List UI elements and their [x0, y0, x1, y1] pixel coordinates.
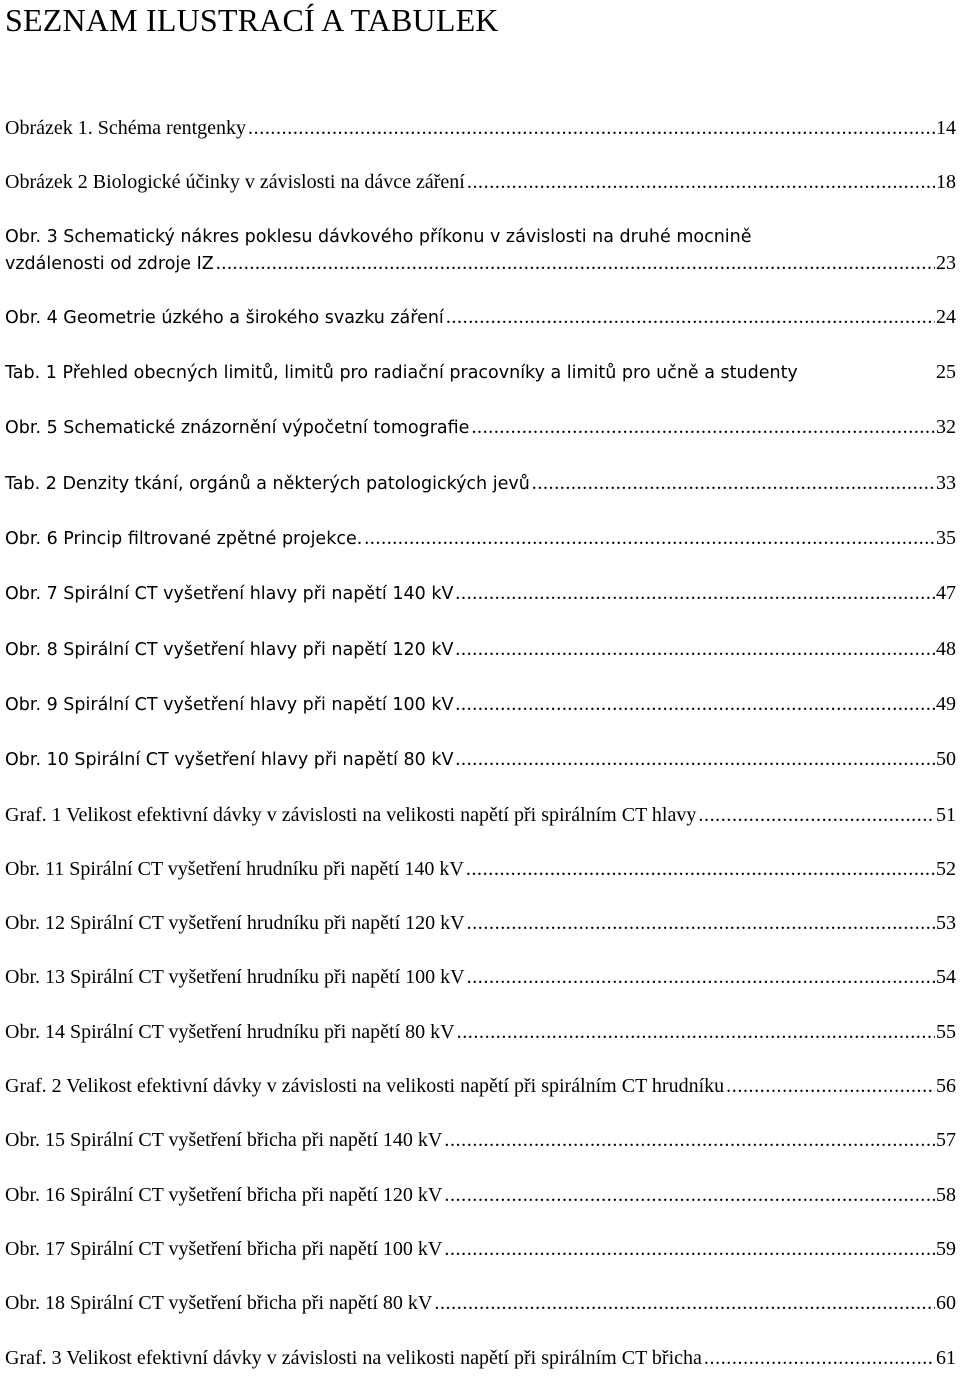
toc-dot-leader: [467, 964, 935, 990]
toc-entry-title: Obr. 15 Spirální CT vyšetření břicha při napětí 140 kV: [5, 1129, 443, 1152]
toc-entry[interactable]: [5, 910, 956, 936]
toc-entry-title: Graf. 2 Velikost efektivní dávky v závislosti na velikosti napětí při spirálním CT hrudníku: [5, 1075, 725, 1098]
toc-entry-title: Obr. 11 Spirální CT vyšetření hrudníku při napětí 140 kV: [5, 857, 464, 880]
toc-entry-title: Obrázek 1. Schéma rentgenky: [5, 117, 247, 139]
toc-dot-leader: [446, 304, 935, 330]
toc-page-number: 47: [936, 582, 956, 605]
toc-entry-title: Obr. 5 Schematické znázornění výpočetní tomografie: [5, 418, 470, 439]
toc-page-number: 35: [936, 527, 956, 550]
toc-dot-leader: [698, 802, 935, 828]
toc-entry-title: Obr. 13 Spirální CT vyšetření hrudníku při napětí 100 kV: [5, 966, 465, 989]
toc-dot-leader: [444, 1182, 935, 1208]
toc-entry-title-line1: Obr. 3 Schematický nákres poklesu dávkového příkonu v závislosti na druhé mocnině: [5, 226, 752, 247]
toc-entry[interactable]: [5, 802, 956, 828]
toc-dot-leader: [434, 1290, 935, 1316]
toc-entry[interactable]: [5, 224, 956, 277]
toc-entry-title: vzdálenosti od zdroje IZ: [5, 253, 214, 274]
toc-entry[interactable]: [5, 115, 956, 141]
toc-page-number: 53: [936, 912, 956, 935]
toc-entry[interactable]: [5, 1182, 956, 1208]
toc-entry[interactable]: [5, 1345, 956, 1371]
toc-dot-leader: [248, 115, 935, 141]
toc-dot-leader: [726, 1073, 935, 1099]
toc-dot-leader: [216, 250, 935, 276]
toc-entry-title: Obr. 10 Spirální CT vyšetření hlavy při napětí 80 kV: [5, 750, 454, 771]
toc-entry-title: Obr. 17 Spirální CT vyšetření břicha při napětí 100 kV: [5, 1237, 443, 1260]
toc-entry[interactable]: [5, 856, 956, 882]
toc-page-number: 51: [936, 803, 956, 826]
toc-dot-leader: [532, 470, 935, 496]
toc-entry-title: Obrázek 2 Biologické účinky v závislosti na dávce záření: [5, 171, 465, 194]
toc-page-number: 60: [936, 1292, 956, 1315]
toc-entry-title: Tab. 2 Denzity tkání, orgánů a některých patologických jevů: [5, 473, 530, 494]
toc-dot-leader: [444, 1127, 935, 1153]
toc-entry-title: Obr. 8 Spirální CT vyšetření hlavy při napětí 120 kV: [5, 639, 454, 660]
toc-entry-title: Tab. 1 Přehled obecných limitů, limitů pro radiační pracovníky a limitů pro učně a studenty: [5, 363, 798, 384]
toc-entry[interactable]: [5, 964, 956, 990]
toc-dot-leader: [455, 746, 935, 772]
toc-dot-leader: [455, 636, 935, 662]
toc-dot-leader: [455, 691, 935, 717]
toc-entry[interactable]: [5, 1073, 956, 1099]
toc-page-number: 18: [936, 171, 956, 194]
toc-dot-leader: [467, 910, 935, 936]
toc-page-number: 50: [936, 748, 956, 771]
toc-page-number: 25: [936, 361, 956, 384]
toc-entry-title: Obr. 16 Spirální CT vyšetření břicha při napětí 120 kV: [5, 1183, 443, 1206]
toc-list: [5, 115, 956, 1399]
toc-entry[interactable]: [5, 304, 956, 331]
toc-dot-leader: [471, 414, 935, 440]
toc-page-number: 23: [936, 251, 956, 274]
toc-page-number: 57: [936, 1129, 956, 1152]
toc-page-number: 24: [936, 305, 956, 328]
toc-entry[interactable]: [5, 525, 956, 552]
toc-entry[interactable]: [5, 746, 956, 773]
toc-entry-title: Obr. 18 Spirální CT vyšetření břicha při napětí 80 kV: [5, 1292, 433, 1315]
toc-entry[interactable]: [5, 1127, 956, 1153]
toc-page-number: 52: [936, 857, 956, 880]
toc-dot-leader: [467, 169, 935, 195]
toc-dot-leader: [457, 1019, 935, 1045]
toc-dot-leader: [455, 580, 935, 606]
toc-entry-title: Obr. 7 Spirální CT vyšetření hlavy při napětí 140 kV: [5, 584, 454, 605]
toc-entry[interactable]: [5, 359, 956, 386]
toc-dot-leader: [466, 856, 935, 882]
toc-entry[interactable]: [5, 169, 956, 195]
toc-dot-leader: [444, 1236, 935, 1262]
toc-entry[interactable]: [5, 691, 956, 718]
toc-page-number: 58: [936, 1183, 956, 1206]
toc-entry-title: Graf. 3 Velikost efektivní dávky v závislosti na velikosti napětí při spirálním CT břicha: [5, 1346, 702, 1369]
toc-entry[interactable]: [5, 1019, 956, 1045]
toc-page-number: 59: [936, 1237, 956, 1260]
toc-page-number: 32: [936, 416, 956, 439]
toc-page-number: 61: [936, 1346, 956, 1369]
toc-entry-title: Obr. 4 Geometrie úzkého a širokého svazku záření: [5, 307, 444, 328]
toc-entry[interactable]: [5, 1236, 956, 1262]
toc-dot-leader: [704, 1345, 935, 1371]
toc-entry[interactable]: [5, 1290, 956, 1316]
toc-entry[interactable]: [5, 636, 956, 663]
toc-page-number: 49: [936, 692, 956, 715]
page-title: SEZNAM ILUSTRACÍ A TABULEK: [5, 2, 499, 38]
toc-entry-title: Obr. 12 Spirální CT vyšetření hrudníku při napětí 120 kV: [5, 912, 465, 935]
toc-entry-title: Graf. 1 Velikost efektivní dávky v závislosti na velikosti napětí při spirálním CT hlavy: [5, 803, 697, 826]
toc-page-number: 55: [936, 1020, 956, 1043]
toc-entry-title: Obr. 6 Princip filtrované zpětné projekce.: [5, 529, 363, 550]
toc-page-number: 48: [936, 637, 956, 660]
toc-page-number: 56: [936, 1075, 956, 1098]
toc-entry[interactable]: [5, 470, 956, 497]
toc-page-number: 33: [936, 471, 956, 494]
toc-entry-title: Obr. 14 Spirální CT vyšetření hrudníku při napětí 80 kV: [5, 1020, 455, 1043]
toc-entry[interactable]: [5, 414, 956, 441]
toc-entry[interactable]: [5, 580, 956, 607]
toc-dot-leader: [364, 525, 935, 551]
toc-page-number: 54: [936, 966, 956, 989]
toc-entry-title: Obr. 9 Spirální CT vyšetření hlavy při napětí 100 kV: [5, 694, 454, 715]
toc-page-number: 14: [936, 117, 956, 139]
